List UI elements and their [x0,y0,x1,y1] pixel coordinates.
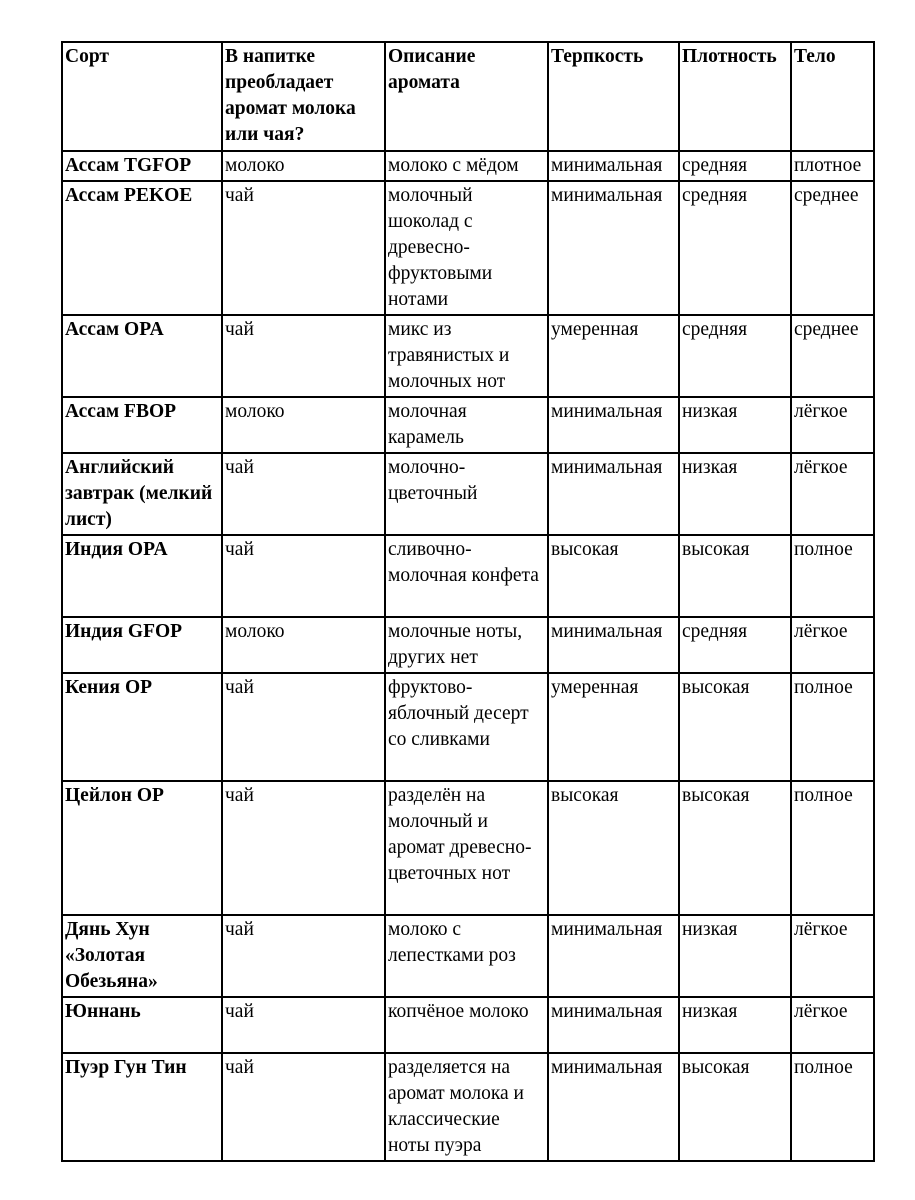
table-row [62,315,874,397]
cell-sort: Ассам TGFOP [62,151,222,181]
cell-body: среднее [791,315,874,397]
cell-body: лёгкое [791,915,874,997]
cell-body: лёгкое [791,997,874,1053]
cell-density: средняя [679,151,791,181]
cell-aroma: сливочно-молочная конфета [385,535,548,617]
cell-dominant: чай [222,997,385,1053]
header-dominant: В напитке преобладает аромат молока или чая? [222,42,385,151]
header-row [62,42,874,151]
cell-body: лёгкое [791,617,874,673]
cell-aroma: молоко с мёдом [385,151,548,181]
cell-sort: Индия GFOP [62,617,222,673]
cell-dominant: молоко [222,397,385,453]
cell-dominant: чай [222,535,385,617]
table-row [62,453,874,535]
cell-density: низкая [679,397,791,453]
cell-astringency: минимальная [548,617,679,673]
cell-dominant: чай [222,453,385,535]
table-row [62,181,874,315]
cell-astringency: умеренная [548,315,679,397]
cell-dominant: молоко [222,151,385,181]
cell-astringency: минимальная [548,997,679,1053]
cell-density: средняя [679,617,791,673]
cell-sort: Английский завтрак (мелкий лист) [62,453,222,535]
cell-dominant: чай [222,673,385,781]
cell-body: плотное [791,151,874,181]
table-row [62,997,874,1053]
cell-sort: Ассам PEKOE [62,181,222,315]
cell-dominant: чай [222,181,385,315]
header-aroma: Описание аромата [385,42,548,151]
cell-sort: Кения OP [62,673,222,781]
cell-body: лёгкое [791,453,874,535]
cell-density: средняя [679,315,791,397]
table-row [62,535,874,617]
cell-aroma: фруктово-яблочный десерт со сливками [385,673,548,781]
cell-astringency: минимальная [548,151,679,181]
cell-aroma: разделён на молочный и аромат древесно-цветочных нот [385,781,548,915]
cell-density: низкая [679,453,791,535]
cell-density: высокая [679,673,791,781]
cell-aroma: молочные ноты, других нет [385,617,548,673]
table-row [62,673,874,781]
table-body [62,151,874,1161]
cell-astringency: минимальная [548,453,679,535]
cell-density: высокая [679,535,791,617]
cell-sort: Ассам OPA [62,315,222,397]
cell-density: высокая [679,781,791,915]
cell-aroma: молочно-цветочный [385,453,548,535]
cell-aroma: копчёное молоко [385,997,548,1053]
cell-astringency: минимальная [548,915,679,997]
cell-aroma: молочная карамель [385,397,548,453]
cell-sort: Индия OPA [62,535,222,617]
table-row [62,915,874,997]
cell-body: среднее [791,181,874,315]
cell-sort: Юннань [62,997,222,1053]
cell-body: полное [791,781,874,915]
cell-astringency: высокая [548,535,679,617]
cell-body: полное [791,1053,874,1161]
table-row [62,397,874,453]
header-density: Плотность [679,42,791,151]
cell-body: лёгкое [791,397,874,453]
cell-dominant: чай [222,315,385,397]
cell-dominant: чай [222,1053,385,1161]
cell-body: полное [791,535,874,617]
cell-dominant: молоко [222,617,385,673]
cell-dominant: чай [222,781,385,915]
cell-aroma: молоко с лепестками роз [385,915,548,997]
cell-density: низкая [679,915,791,997]
header-astringency: Терпкость [548,42,679,151]
cell-sort: Цейлон OP [62,781,222,915]
table-row [62,151,874,181]
cell-aroma: молочный шоколад с древесно-фруктовыми нотами [385,181,548,315]
cell-density: средняя [679,181,791,315]
cell-body: полное [791,673,874,781]
cell-astringency: минимальная [548,181,679,315]
cell-astringency: минимальная [548,1053,679,1161]
cell-density: высокая [679,1053,791,1161]
cell-sort: Ассам FBOP [62,397,222,453]
table-row [62,1053,874,1161]
cell-astringency: умеренная [548,673,679,781]
cell-aroma: разделяется на аромат молока и классические ноты пуэра [385,1053,548,1161]
table-row [62,617,874,673]
cell-astringency: минимальная [548,397,679,453]
cell-dominant: чай [222,915,385,997]
header-sort: Сорт [62,42,222,151]
header-body: Тело [791,42,874,151]
cell-astringency: высокая [548,781,679,915]
cell-sort: Пуэр Гун Тин [62,1053,222,1161]
table-row [62,781,874,915]
cell-aroma: микс из травянистых и молочных нот [385,315,548,397]
tea-comparison-table [61,41,875,1162]
cell-density: низкая [679,997,791,1053]
cell-sort: Дянь Хун «Золотая Обезьяна» [62,915,222,997]
